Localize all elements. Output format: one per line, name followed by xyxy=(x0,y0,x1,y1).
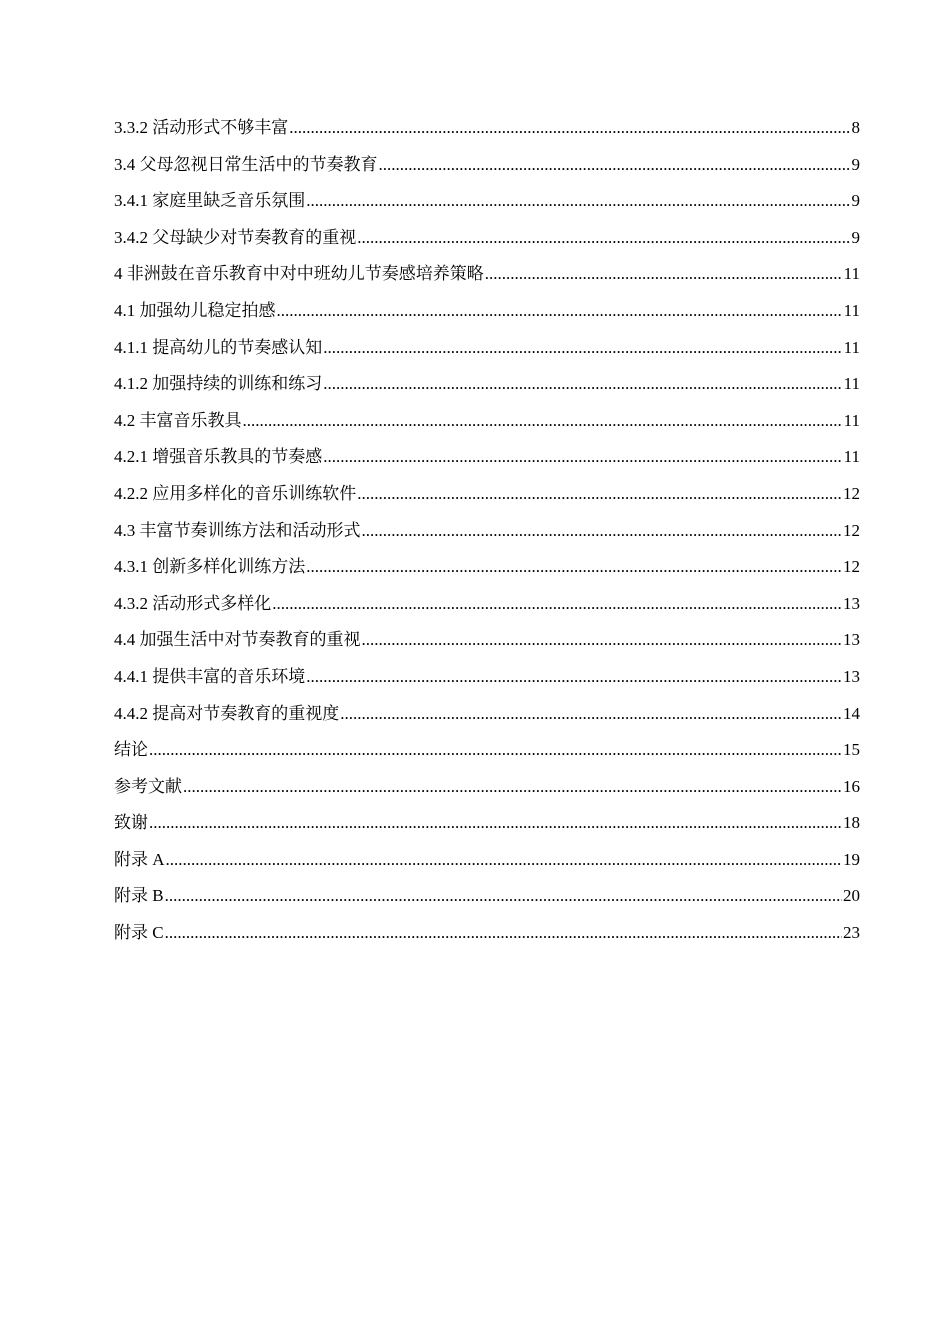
toc-entry[interactable] xyxy=(114,403,860,440)
toc-entry-title: 4.2.2 应用多样化的音乐训练软件 xyxy=(114,483,357,503)
toc-dot-leader xyxy=(362,622,843,659)
toc-dot-leader xyxy=(323,366,842,403)
toc-entry-title: 4.1.1 提高幼儿的节奏感认知 xyxy=(114,337,323,357)
toc-entry[interactable] xyxy=(114,549,860,586)
toc-entry[interactable] xyxy=(114,220,860,257)
toc-entry[interactable] xyxy=(114,732,860,769)
toc-page-number: 13 xyxy=(843,593,860,613)
toc-entry-title: 4.3 丰富节奏训练方法和活动形式 xyxy=(114,520,361,540)
toc-dot-leader xyxy=(357,476,842,513)
toc-entry-title: 3.4 父母忽视日常生活中的节奏教育 xyxy=(114,154,378,174)
toc-dot-leader xyxy=(183,769,842,806)
toc-dot-leader xyxy=(166,842,842,879)
toc-entry-title: 3.3.2 活动形式不够丰富 xyxy=(114,118,289,137)
toc-entry[interactable] xyxy=(114,622,860,659)
toc-entry[interactable] xyxy=(114,183,860,220)
toc-page-number: 8 xyxy=(851,118,860,137)
toc-dot-leader xyxy=(165,915,842,952)
toc-entry-title: 4.3.2 活动形式多样化 xyxy=(114,593,272,613)
toc-dot-leader xyxy=(485,256,843,293)
toc-dot-leader xyxy=(323,330,842,367)
toc-entry-title: 参考文献 xyxy=(114,776,182,796)
toc-page-number: 14 xyxy=(843,703,860,723)
toc-entry-title: 4.2 丰富音乐教具 xyxy=(114,410,242,430)
toc-page-number: 11 xyxy=(843,410,860,430)
table-of-contents xyxy=(114,110,860,952)
toc-entry[interactable] xyxy=(114,293,860,330)
toc-dot-leader xyxy=(277,293,843,330)
toc-dot-leader xyxy=(379,147,851,184)
toc-page-number: 12 xyxy=(843,557,860,577)
toc-page-number: 23 xyxy=(843,923,860,943)
toc-entry-title: 4.4.2 提高对节奏教育的重视度 xyxy=(114,703,340,723)
toc-page-number: 11 xyxy=(843,300,860,320)
toc-page-number: 13 xyxy=(843,630,860,650)
toc-entry-title: 4 非洲鼓在音乐教育中对中班幼儿节奏感培养策略 xyxy=(114,264,484,284)
toc-entry[interactable] xyxy=(114,439,860,476)
toc-dot-leader xyxy=(289,110,850,147)
toc-dot-leader xyxy=(165,878,842,915)
toc-entry[interactable] xyxy=(114,476,860,513)
toc-entry-title: 4.2.1 增强音乐教具的节奏感 xyxy=(114,447,323,467)
toc-entry[interactable] xyxy=(114,878,860,915)
toc-entry-title: 附录 A xyxy=(114,849,165,869)
toc-entry[interactable] xyxy=(114,842,860,879)
toc-entry-title: 附录 C xyxy=(114,923,164,943)
toc-page-number: 11 xyxy=(843,447,860,467)
toc-dot-leader xyxy=(243,403,843,440)
toc-page-number: 16 xyxy=(843,776,860,796)
toc-entry-title: 4.3.1 创新多样化训练方法 xyxy=(114,557,306,577)
toc-page-number: 9 xyxy=(851,154,860,174)
toc-entry-title: 4.1 加强幼儿稳定拍感 xyxy=(114,300,276,320)
toc-dot-leader xyxy=(340,696,842,733)
toc-dot-leader xyxy=(149,805,842,842)
toc-entry-title: 附录 B xyxy=(114,886,164,906)
toc-page-number: 9 xyxy=(851,191,860,211)
toc-entry[interactable] xyxy=(114,110,860,147)
toc-entry-title: 4.1.2 加强持续的训练和练习 xyxy=(114,374,323,394)
toc-entry[interactable] xyxy=(114,330,860,367)
toc-entry[interactable] xyxy=(114,256,860,293)
toc-dot-leader xyxy=(306,183,850,220)
toc-entry-title: 3.4.1 家庭里缺乏音乐氛围 xyxy=(114,191,306,211)
toc-dot-leader xyxy=(323,439,842,476)
toc-page-number: 9 xyxy=(851,227,860,247)
toc-page-number: 11 xyxy=(843,264,860,284)
toc-entry-title: 4.4.1 提供丰富的音乐环境 xyxy=(114,666,306,686)
toc-page-number: 12 xyxy=(843,483,860,503)
toc-page-number: 11 xyxy=(843,374,860,394)
toc-page-number: 15 xyxy=(843,740,860,760)
toc-page-number: 18 xyxy=(843,813,860,833)
toc-page-number: 19 xyxy=(843,849,860,869)
toc-entry-title: 结论 xyxy=(114,740,148,760)
toc-entry[interactable] xyxy=(114,659,860,696)
toc-entry[interactable] xyxy=(114,696,860,733)
toc-entry[interactable] xyxy=(114,147,860,184)
toc-entry[interactable] xyxy=(114,513,860,550)
toc-entry[interactable] xyxy=(114,915,860,952)
toc-entry-title: 3.4.2 父母缺少对节奏教育的重视 xyxy=(114,227,357,247)
toc-entry[interactable] xyxy=(114,366,860,403)
toc-dot-leader xyxy=(149,732,842,769)
toc-dot-leader xyxy=(357,220,850,257)
toc-page-number: 11 xyxy=(843,337,860,357)
toc-dot-leader xyxy=(272,586,842,623)
toc-dot-leader xyxy=(306,549,842,586)
toc-entry[interactable] xyxy=(114,769,860,806)
toc-entry[interactable] xyxy=(114,586,860,623)
toc-dot-leader xyxy=(362,513,843,550)
toc-page-number: 13 xyxy=(843,666,860,686)
toc-entry-title: 4.4 加强生活中对节奏教育的重视 xyxy=(114,630,361,650)
toc-page-number: 12 xyxy=(843,520,860,540)
toc-entry[interactable] xyxy=(114,805,860,842)
toc-page-number: 20 xyxy=(843,886,860,906)
toc-dot-leader xyxy=(306,659,842,696)
toc-entry-title: 致谢 xyxy=(114,813,148,833)
